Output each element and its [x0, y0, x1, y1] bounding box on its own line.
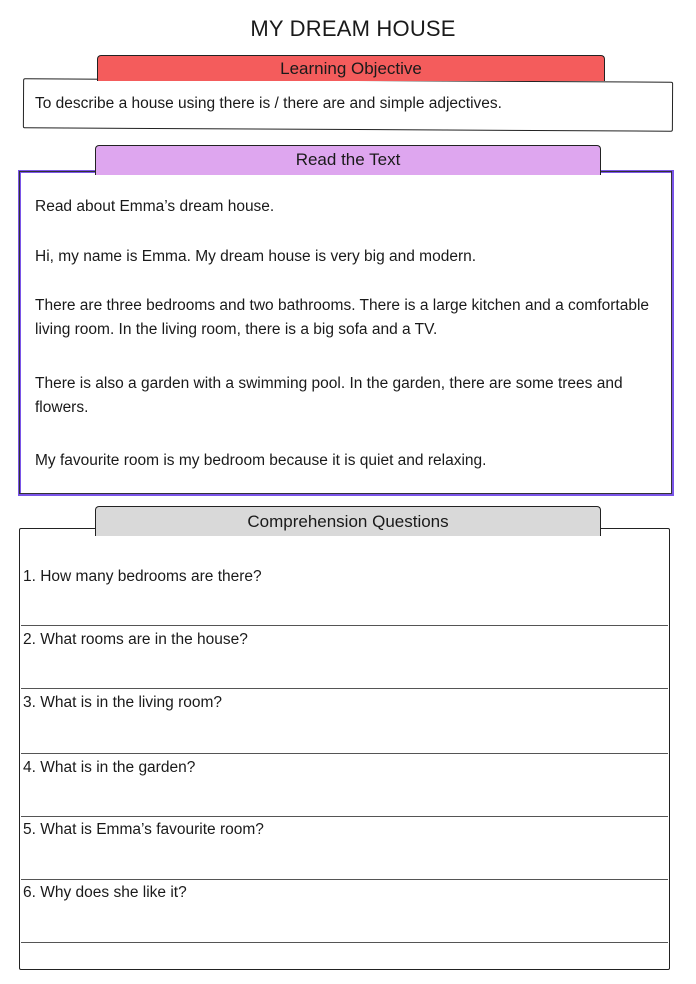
answer-line-1[interactable] — [21, 625, 668, 626]
reading-header: Read the Text — [95, 145, 601, 175]
reading-paragraph: There are three bedrooms and two bathrooms. There is a large kitchen and a comfortable living room. In the living room, there is a big sofa and a TV. — [35, 297, 650, 338]
question-6: 6. Why does she like it? — [23, 884, 187, 901]
question-1: 1. How many bedrooms are there? — [23, 568, 262, 585]
question-3: 3. What is in the living room? — [23, 694, 223, 711]
objective-text: To describe a house using there is / there are and simple adjectives. — [35, 95, 502, 112]
reading-paragraph: Read about Emma’s dream house. — [35, 198, 275, 215]
questions-box — [19, 528, 670, 970]
answer-line-6[interactable] — [21, 942, 668, 943]
question-2: 2. What rooms are in the house? — [23, 631, 248, 648]
objective-header: Learning Objective — [97, 55, 605, 81]
answer-line-4[interactable] — [21, 816, 668, 817]
question-5: 5. What is Emma’s favourite room? — [23, 821, 264, 838]
reading-paragraph: Hi, my name is Emma. My dream house is very big and modern. — [35, 248, 477, 265]
reading-paragraph: There is also a garden with a swimming pool. In the garden, there are some trees and flowers. — [35, 375, 623, 416]
answer-line-3[interactable] — [21, 753, 668, 754]
page-title: MY DREAM HOUSE — [250, 16, 456, 41]
answer-line-2[interactable] — [21, 688, 668, 689]
answer-line-5[interactable] — [21, 879, 668, 880]
question-4: 4. What is in the garden? — [23, 759, 196, 776]
questions-header: Comprehension Questions — [95, 506, 601, 536]
reading-paragraph: My favourite room is my bedroom because it is quiet and relaxing. — [35, 452, 487, 469]
